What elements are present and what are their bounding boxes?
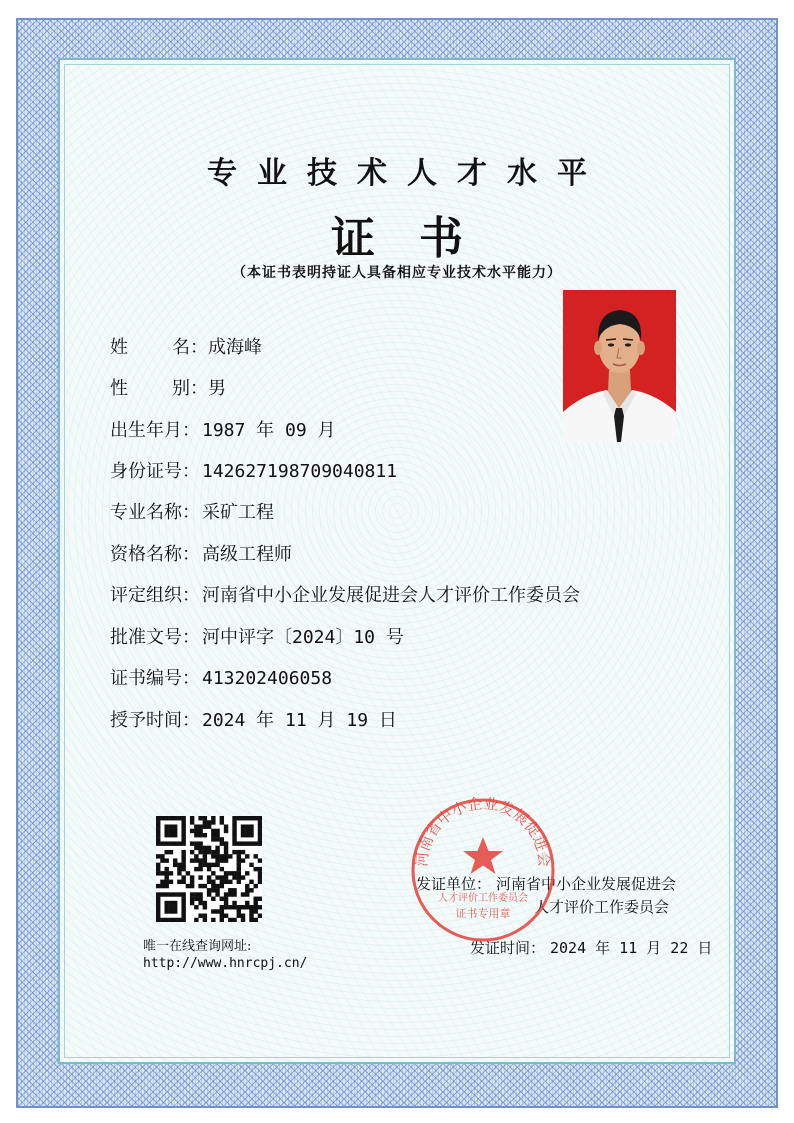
field-qualification-label: 资格名称： xyxy=(110,544,200,565)
verification-qr-code[interactable] xyxy=(156,816,262,922)
field-grant-date xyxy=(110,708,397,734)
field-birth-value: 1987 年 09 月 xyxy=(202,420,336,441)
field-organization-label: 评定组织： xyxy=(110,585,200,606)
field-id-number-label: 身份证号： xyxy=(110,461,200,482)
field-birth-label: 出生年月： xyxy=(110,420,200,441)
holder-photo xyxy=(563,290,676,442)
issuer-label: 发证单位： xyxy=(416,875,492,893)
issuer-name-line2: 人才评价工作委员会 xyxy=(534,898,670,916)
field-certificate-number-label: 证书编号： xyxy=(110,668,200,689)
field-certificate-number xyxy=(110,666,332,692)
field-organization-value: 河南省中小企业发展促进会人才评价工作委员会 xyxy=(202,585,580,606)
issuer-name-line1: 河南省中小企业发展促进会 xyxy=(496,875,677,893)
field-name xyxy=(110,335,262,361)
field-gender xyxy=(110,376,226,402)
certificate-title: 专业技术人才水平 xyxy=(207,156,607,191)
field-organization xyxy=(110,583,580,609)
field-qualification xyxy=(110,542,292,568)
verify-caption: 唯一在线查询网址: xyxy=(143,939,252,954)
field-name-colon: ： xyxy=(190,337,208,358)
svg-text:人才评价工作委员会: 人才评价工作委员会 xyxy=(438,893,528,904)
field-major-label: 专业名称： xyxy=(110,502,200,523)
issue-date-value: 2024 年 11 月 22 日 xyxy=(550,939,713,957)
verify-url[interactable]: http://www.hnrcpj.cn/ xyxy=(143,956,308,971)
svg-text:河南省中小企业发展促进会: 河南省中小企业发展促进会 xyxy=(412,795,554,868)
field-certificate-number-value: 413202406058 xyxy=(202,668,333,689)
svg-text:证书专用章: 证书专用章 xyxy=(455,907,511,920)
certificate-heading: 证书 xyxy=(331,213,507,264)
field-birth xyxy=(110,418,336,444)
field-major-value: 采矿工程 xyxy=(202,502,274,523)
issue-date-label: 发证时间： xyxy=(470,939,546,957)
field-approval-number-value: 河中评字〔2024〕10 号 xyxy=(202,627,404,648)
field-approval-number xyxy=(110,625,404,651)
field-gender-colon: ： xyxy=(190,378,208,399)
field-gender-value: 男 xyxy=(208,378,226,399)
field-grant-date-value: 2024 年 11 月 19 日 xyxy=(202,710,397,731)
field-name-label: 姓名 xyxy=(110,337,190,358)
field-gender-label: 性别 xyxy=(110,378,190,399)
certificate-subtitle: （本证书表明持证人具备相应专业技术水平能力） xyxy=(232,265,562,281)
field-approval-number-label: 批准文号： xyxy=(110,627,200,648)
field-qualification-value: 高级工程师 xyxy=(202,544,292,565)
field-name-value: 成海峰 xyxy=(208,337,262,358)
field-grant-date-label: 授予时间： xyxy=(110,710,200,731)
field-id-number-value: 142627198709040811 xyxy=(202,461,398,482)
field-major xyxy=(110,500,274,526)
field-id-number xyxy=(110,459,397,485)
